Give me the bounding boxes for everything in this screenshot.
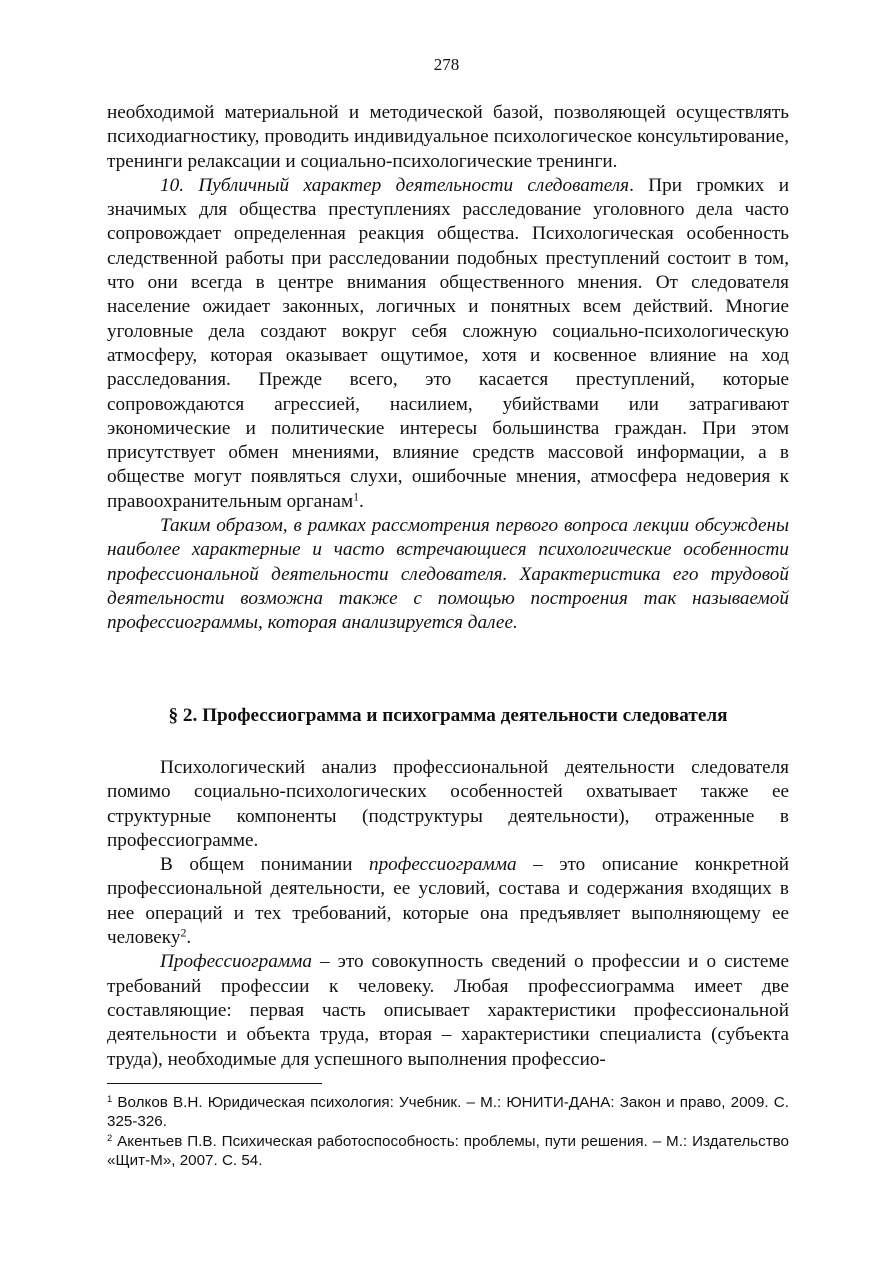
- paragraph-text: Таким образом, в рамках рассмотрения первого вопроса лекции обсуждены наиболее характерные и часто встречающиеся психологические особенности профессиональной деятельности следователя. Характеристика его трудовой деятельности возможна также с помощью построения так называемой профессиограммы, которая анализируется далее.: [107, 515, 789, 634]
- paragraph-public-character: [107, 174, 789, 514]
- footnote-separator: [107, 1083, 322, 1084]
- section-heading: § 2. Профессиограмма и психограмма деятельности следователя: [168, 705, 728, 726]
- body-text-upper: [107, 101, 789, 636]
- footnote-ref-1[interactable]: 1: [353, 489, 360, 504]
- footnote-ref-2[interactable]: 2: [180, 925, 187, 940]
- paragraph-text-before: В общем понимании: [160, 854, 369, 876]
- paragraph-text: – это описание конкретной профессиональной деятельности, ее условий, состава и содержания входящих в нее операций и тех требований, которые она предъявляет выполняющему ее человеку: [107, 854, 789, 949]
- footnote-1: [107, 1093, 789, 1132]
- term-italic: Профессиограмма: [160, 951, 312, 973]
- paragraph-lead-italic: 10. Публичный характер деятельности следователя: [160, 174, 630, 196]
- page-number: 278: [433, 55, 460, 74]
- paragraph-definition: [107, 853, 789, 950]
- paragraph-text: необходимой материальной и методической базой, позволяющей осуществлять психодиагностику, проводить индивидуальное психологическое консультирование, тренинги релаксации и социально-психологические тренинги.: [107, 102, 789, 172]
- paragraph-tail: .: [359, 490, 364, 512]
- body-text-lower: [107, 756, 789, 1072]
- footnote-text: Акентьев П.В. Психическая работоспособность: проблемы, пути решения. – М.: Издательство «Щит-М», 2007. С. 54.: [107, 1132, 789, 1169]
- paragraph-text: – это совокупность сведений о профессии и о системе требований профессии к человеку. Любая профессиограмма имеет две составляющие: первая часть описывает характеристики профессиональной деятельности и объекта труда, вторая – характеристики специалиста (субъекта труда), необходимые для успешного выполнения профессио-: [107, 951, 789, 1070]
- footnote-mark-2: 2: [107, 1131, 113, 1143]
- footnotes: [107, 1093, 789, 1170]
- paragraph-summary: [107, 514, 789, 635]
- paragraph-tail: .: [186, 927, 192, 949]
- footnote-mark-1: 1: [107, 1092, 113, 1104]
- footnote-2: [107, 1132, 789, 1171]
- paragraph-text: Психологический анализ профессиональной деятельности следователя помимо социально-психологических особенностей охватывает также ее структурные компоненты (подструктуры деятельности), отраженные в профессиограмме.: [107, 757, 789, 851]
- paragraph-continuation: [107, 101, 789, 174]
- paragraph-text: . При громких и значимых для общества преступлениях расследование уголовного дела часто сопровождает определенная реакция общества. Психологическая особенность следственной работы при расследовании подобных преступлений состоит в том, что они всегда в центре внимания общественного мнения. От следователя население ожидает законных, логичных и понятных всем действий. Многие уголовные дела создают вокруг себя сложную социально-психологическую атмосферу, которая оказывает ощутимое, хотя и косвенное влияние на ход расследования. Прежде всего, это касается преступлений, которые сопровождаются агрессией, насилием, убийствами или затрагивают экономические и политические интересы большинства граждан. При этом присутствует обмен мнениями, влияние средств массовой информации, а в обществе могут появляться слухи, ошибочные мнения, атмосфера недоверия к правоохранительным органам: [107, 174, 789, 512]
- paragraph-profession-chart: [107, 950, 789, 1071]
- paragraph-analysis: [107, 756, 789, 853]
- term-italic: профессиограмма: [368, 854, 517, 876]
- footnote-text: Волков В.Н. Юридическая психология: Учебник. – М.: ЮНИТИ-ДАНА: Закон и право, 2009. С. 325-326.: [107, 1094, 789, 1131]
